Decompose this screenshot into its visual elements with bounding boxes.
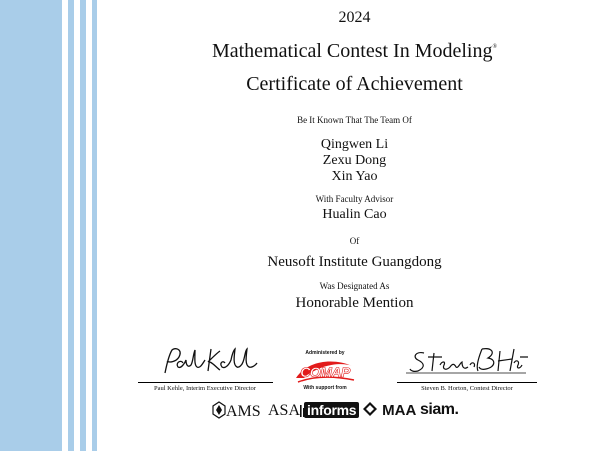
decorative-stripe [80, 0, 86, 451]
maa-wordmark: MAA [382, 402, 417, 419]
maa-logo [362, 401, 416, 419]
team-member: Qingwen Li [320, 137, 389, 152]
left-signature-caption: Paul Kehle, Interim Executive Director [154, 385, 256, 392]
decorative-stripe [68, 0, 74, 451]
contest-title [100, 40, 609, 63]
signature-line [138, 382, 273, 383]
ams-wordmark: AMS [226, 403, 261, 420]
decorative-stripe [0, 0, 62, 451]
of-label: Of [349, 236, 360, 246]
certificate-title: Certificate of Achievement [246, 73, 463, 95]
sponsor-logos [100, 401, 609, 425]
advisor-label: With Faculty Advisor [315, 194, 394, 204]
registered-mark: ® [492, 44, 498, 50]
asa-wordmark: ASA [268, 402, 301, 419]
certificate [100, 0, 609, 451]
with-support-label: With support from [303, 385, 347, 391]
ams-emblem-icon [212, 401, 226, 419]
right-signature-caption: Steven B. Horton, Contest Director [421, 385, 513, 392]
contest-name: Mathematical Contest In Modeling [211, 40, 493, 62]
siam-logo: siam. [420, 401, 459, 418]
maa-emblem-icon [362, 401, 378, 417]
decorative-stripe [92, 0, 97, 451]
left-signature-block [130, 345, 280, 392]
comap-block [290, 350, 360, 391]
paul-kehle-signature [145, 345, 265, 377]
advisor-name: Hualin Cao [322, 207, 387, 222]
right-signature-block [392, 345, 542, 392]
award-title: Honorable Mention [295, 295, 414, 311]
asa-logo [268, 401, 308, 420]
steven-horton-signature [402, 345, 532, 377]
team-member: Zexu Dong [322, 153, 387, 168]
designated-label: Was Designated As [319, 281, 390, 291]
comap-logo [290, 356, 360, 386]
team-member: Xin Yao [331, 169, 378, 184]
be-it-known-text: Be It Known That The Team Of [297, 115, 412, 125]
informs-logo: informs [304, 402, 359, 418]
certificate-year: 2024 [338, 9, 371, 26]
comap-wordmark: COMAP [300, 364, 350, 380]
institution-name: Neusoft Institute Guangdong [267, 254, 442, 270]
signature-line [397, 382, 537, 383]
administered-by-label: Administered by [305, 350, 345, 356]
ams-logo [212, 401, 261, 421]
